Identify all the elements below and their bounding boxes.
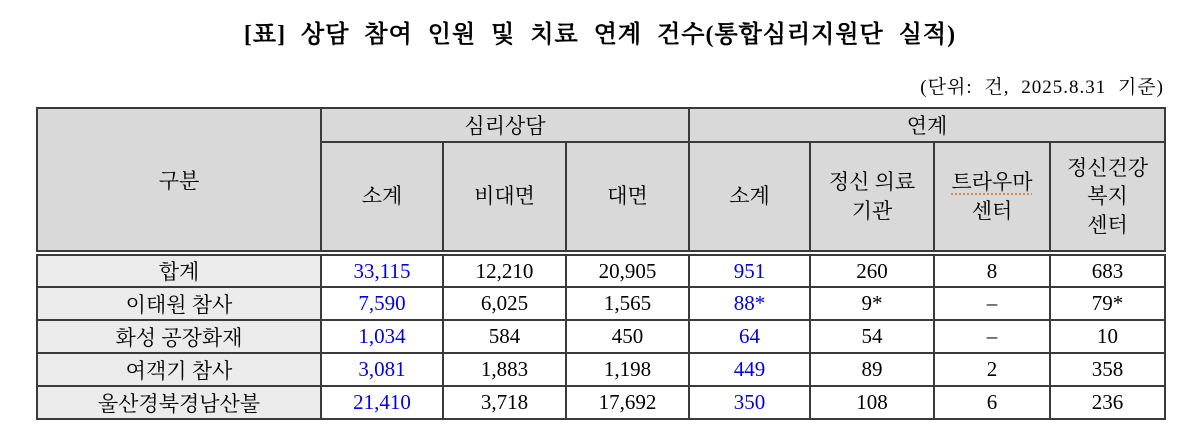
row-label: 여객기 참사 <box>37 353 321 386</box>
cell-inperson: 17,692 <box>566 386 689 419</box>
cell-remote: 1,883 <box>443 353 566 386</box>
cell-psych-medical: 89 <box>810 353 934 386</box>
subheader-remote <box>443 142 566 253</box>
cell-trauma-center: 6 <box>934 386 1050 419</box>
subheader-label-line2: 기관 <box>851 198 893 223</box>
row-label: 합계 <box>37 253 321 287</box>
header-group-row <box>37 108 1165 142</box>
subheader-linkage-subtotal <box>689 142 810 253</box>
cell-mental-welfare: 683 <box>1050 253 1165 287</box>
cell-psych-medical: 108 <box>810 386 934 419</box>
cell-remote: 12,210 <box>443 253 566 287</box>
corner-header: 구분 <box>37 108 321 253</box>
subheader-psych-medical <box>810 142 934 253</box>
cell-trauma-center: 8 <box>934 253 1050 287</box>
subheader-label-line1: 정신건강 <box>1066 155 1149 180</box>
cell-psych-medical: 54 <box>810 320 934 353</box>
subheader-label-line2: 복지 <box>1087 184 1128 209</box>
cell-linkage-subtotal: 951 <box>689 253 810 287</box>
subheader-label-line1: 트라우마 <box>951 170 1033 195</box>
cell-inperson: 1,198 <box>566 353 689 386</box>
cell-inperson: 450 <box>566 320 689 353</box>
cell-inperson: 20,905 <box>566 253 689 287</box>
subheader-counseling-subtotal <box>321 142 443 253</box>
cell-linkage-subtotal: 64 <box>689 320 810 353</box>
table-title: [표] 상담 참여 인원 및 치료 연계 건수(통합심리지원단 실적) <box>243 22 957 48</box>
cell-trauma-center: – <box>934 287 1050 320</box>
cell-remote: 584 <box>443 320 566 353</box>
subheader-label: 소계 <box>361 184 403 209</box>
group-header-linkage: 연계 <box>689 108 1165 142</box>
cell-counseling-subtotal: 1,034 <box>321 320 443 353</box>
subheader-label: 대면 <box>607 184 648 209</box>
subheader-label: 비대면 <box>474 184 535 209</box>
cell-trauma-center: – <box>934 320 1050 353</box>
table-row-wildfire <box>37 386 1165 419</box>
table-row-total <box>37 253 1165 287</box>
cell-mental-welfare: 79* <box>1050 287 1165 320</box>
cell-psych-medical: 9* <box>810 287 934 320</box>
row-label: 화성 공장화재 <box>37 320 321 353</box>
cell-counseling-subtotal: 33,115 <box>321 253 443 287</box>
subheader-trauma-center <box>934 142 1050 253</box>
cell-counseling-subtotal: 3,081 <box>321 353 443 386</box>
counseling-linkage-table <box>36 107 1166 420</box>
table-row-hwaseong <box>37 320 1165 353</box>
cell-mental-welfare: 236 <box>1050 386 1165 419</box>
subheader-label-line1: 정신 의료 <box>828 170 916 195</box>
row-label: 이태원 참사 <box>37 287 321 320</box>
cell-mental-welfare: 358 <box>1050 353 1165 386</box>
subheader-label-line2: 센터 <box>971 198 1013 223</box>
cell-remote: 6,025 <box>443 287 566 320</box>
subheader-inperson <box>566 142 689 253</box>
cell-remote: 3,718 <box>443 386 566 419</box>
cell-trauma-center: 2 <box>934 353 1050 386</box>
unit-note: (단위: 건, 2025.8.31 기준) <box>920 77 1164 98</box>
subheader-label: 소계 <box>729 184 770 209</box>
row-label: 울산경북경남산불 <box>37 386 321 419</box>
cell-linkage-subtotal: 449 <box>689 353 810 386</box>
cell-linkage-subtotal: 88* <box>689 287 810 320</box>
group-header-counseling: 심리상담 <box>321 108 689 142</box>
subheader-mental-welfare-center <box>1050 142 1165 253</box>
cell-mental-welfare: 10 <box>1050 320 1165 353</box>
table-row-aircraft <box>37 353 1165 386</box>
cell-inperson: 1,565 <box>566 287 689 320</box>
table-row-itaewon <box>37 287 1165 320</box>
cell-linkage-subtotal: 350 <box>689 386 810 419</box>
cell-counseling-subtotal: 7,590 <box>321 287 443 320</box>
cell-counseling-subtotal: 21,410 <box>321 386 443 419</box>
cell-psych-medical: 260 <box>810 253 934 287</box>
subheader-label-line3: 센터 <box>1087 212 1128 237</box>
